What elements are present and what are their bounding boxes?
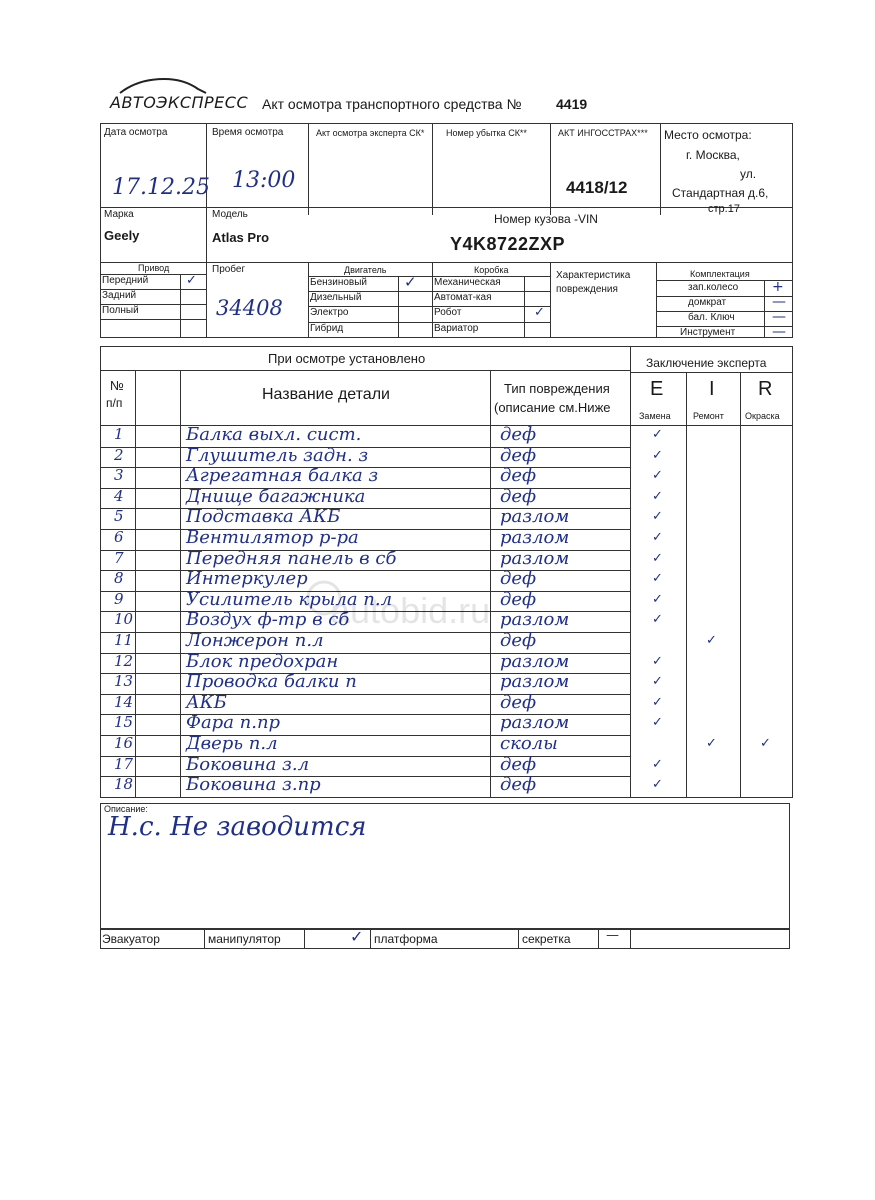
table-row	[100, 735, 793, 756]
table-row	[100, 673, 793, 694]
row-part-name: Проводка балки п	[186, 671, 357, 692]
row-damage-type: разлом	[500, 609, 570, 630]
row-damage-type: деф	[500, 568, 537, 589]
row-number: 15	[114, 713, 134, 731]
row-part-name: Боковина з.пр	[186, 774, 321, 795]
row-number: 8	[114, 569, 124, 587]
model-value: Atlas Pro	[212, 230, 270, 245]
row-e-check: ✓	[652, 592, 663, 607]
mileage-value: 34408	[216, 296, 283, 320]
conclusion-title: Заключение эксперта	[646, 356, 767, 370]
expert-act-label: Акт осмотра эксперта СК*	[316, 128, 425, 138]
gearbox-option-label: Автомат-кая	[434, 292, 492, 303]
gearbox-option-label: Вариатор	[434, 323, 479, 334]
row-damage-type: деф	[500, 589, 537, 610]
row-e-check: ✓	[652, 468, 663, 483]
row-e-check: ✓	[652, 674, 663, 689]
col-no-header: №	[110, 378, 124, 393]
row-number: 3	[114, 466, 124, 484]
row-number: 12	[114, 652, 134, 670]
row-r-check: ✓	[760, 736, 771, 751]
equipment-title: Комплектация	[690, 269, 750, 279]
place-line3: Стандартная д.6,	[672, 186, 769, 200]
equipment-item-value: —	[772, 324, 786, 340]
gearbox-option-label: Механическая	[434, 277, 501, 288]
loss-number-label: Номер убытка СК**	[446, 128, 527, 138]
table-row	[100, 426, 793, 447]
row-part-name: Глушитель задн. з	[186, 445, 369, 466]
row-damage-type: разлом	[500, 712, 570, 733]
row-e-check: ✓	[652, 571, 663, 586]
col-part-header: Название детали	[262, 386, 390, 403]
drive-option-check: ✓	[186, 273, 197, 288]
gearbox-option-check: ✓	[534, 305, 545, 320]
row-e-check: ✓	[652, 654, 663, 669]
row-e-check: ✓	[652, 757, 663, 772]
document-title: Акт осмотра транспортного средства №	[262, 96, 522, 112]
row-number: 7	[114, 549, 124, 567]
row-part-name: Блок предохран	[186, 651, 339, 672]
platform-label: платформа	[374, 932, 438, 946]
equipment-item-label: бал. Ключ	[688, 312, 735, 323]
table-row	[100, 570, 793, 591]
damage-char-label: Характеристика	[556, 270, 631, 281]
engine-option-label: Бензиновый	[310, 277, 367, 288]
time-label: Время осмотра	[212, 127, 284, 138]
row-damage-type: деф	[500, 465, 537, 486]
row-number: 4	[114, 487, 124, 505]
brand-value: Geely	[104, 228, 140, 243]
gearbox-title: Коробка	[474, 265, 509, 275]
drive-option-label: Полный	[102, 305, 139, 316]
damage-char-label2: повреждения	[556, 284, 618, 295]
row-e-check: ✓	[652, 777, 663, 792]
brand-label: Марка	[104, 209, 134, 220]
equipment-item-value: —	[772, 309, 786, 325]
engine-option-label: Дизельный	[310, 292, 362, 303]
col-r-sub: Окраска	[745, 411, 780, 421]
row-part-name: Передняя панель в сб	[186, 548, 397, 569]
engine-title: Двигатель	[344, 265, 387, 275]
evacuator-label: Эвакуатор	[102, 932, 160, 946]
row-i-check: ✓	[706, 736, 717, 751]
row-damage-type: сколы	[500, 733, 558, 754]
document-number: 4419	[556, 96, 588, 112]
row-damage-type: разлом	[500, 651, 570, 672]
row-number: 16	[114, 734, 134, 752]
row-number: 1	[114, 425, 124, 443]
col-no-header-sub: п/п	[106, 396, 123, 410]
row-number: 10	[114, 610, 134, 628]
equipment-item-value: —	[772, 294, 786, 310]
col-type-header-sub: (описание см.Ниже	[494, 400, 611, 415]
row-e-check: ✓	[652, 612, 663, 627]
row-damage-type: деф	[500, 630, 537, 651]
row-part-name: Днище багажника	[186, 486, 366, 507]
watermark	[330, 590, 490, 632]
row-e-check: ✓	[652, 509, 663, 524]
mileage-label: Пробег	[212, 264, 246, 275]
col-e-sub: Замена	[639, 411, 671, 421]
row-part-name: Агрегатная балка з	[186, 465, 379, 486]
row-part-name: Фара п.пр	[186, 712, 281, 733]
logo-text: АВТОЭКСПРЕСС	[110, 93, 249, 112]
row-number: 6	[114, 528, 124, 546]
col-e-header: E	[650, 378, 664, 400]
row-number: 13	[114, 672, 134, 690]
row-e-check: ✓	[652, 551, 663, 566]
row-number: 2	[114, 446, 124, 464]
row-number: 14	[114, 693, 134, 711]
row-damage-type: деф	[500, 445, 537, 466]
col-i-sub: Ремонт	[693, 411, 724, 421]
table-row	[100, 467, 793, 488]
row-number: 17	[114, 755, 134, 773]
row-part-name: Подставка АКБ	[186, 506, 341, 527]
row-damage-type: деф	[500, 424, 537, 445]
row-damage-type: деф	[500, 692, 537, 713]
drive-title: Привод	[138, 263, 170, 273]
gearbox-option-label: Робот	[434, 307, 462, 318]
description-value: Н.с. Не заводится	[108, 812, 367, 842]
table-row-divider	[100, 797, 630, 798]
row-e-check: ✓	[652, 448, 663, 463]
ingos-act-label: АКТ ИНГОССТРАХ***	[558, 128, 648, 138]
row-e-check: ✓	[652, 695, 663, 710]
drive-option-label: Передний	[102, 275, 149, 286]
row-number: 5	[114, 507, 124, 525]
row-damage-type: разлом	[500, 548, 570, 569]
row-part-name: Лонжерон п.л	[186, 630, 324, 651]
manipulator-check: ✓	[350, 927, 364, 946]
row-damage-type: разлом	[500, 506, 570, 527]
vin-label: Номер кузова -VIN	[494, 212, 598, 226]
date-value: 17.12.25	[112, 175, 210, 200]
equipment-item-label: зап.колесо	[688, 282, 739, 293]
place-line4: стр.17	[708, 203, 740, 215]
row-e-check: ✓	[652, 427, 663, 442]
row-e-check: ✓	[652, 530, 663, 545]
col-type-header: Тип повреждения	[504, 381, 610, 396]
description-label: Описание:	[104, 804, 148, 814]
col-r-header: R	[758, 378, 773, 400]
secret-label: секретка	[522, 932, 571, 946]
row-i-check: ✓	[706, 633, 717, 648]
row-damage-type: деф	[500, 754, 537, 775]
drive-option-label: Задний	[102, 290, 137, 301]
time-value: 13:00	[232, 168, 296, 193]
row-damage-type: деф	[500, 774, 537, 795]
row-part-name: Боковина з.л	[186, 754, 310, 775]
vin-value: Y4K8722ZXP	[450, 234, 566, 254]
table-row	[100, 776, 793, 797]
row-part-name: Усилитель крыла п.л	[186, 589, 393, 610]
row-part-name: Вентилятор р-ра	[186, 527, 359, 548]
row-part-name: Балка выхл. сист.	[186, 424, 362, 445]
table-row	[100, 632, 793, 653]
row-damage-type: деф	[500, 486, 537, 507]
logo	[110, 75, 249, 115]
watermark-car-icon	[290, 578, 360, 618]
engine-option-check: ✓	[404, 273, 417, 291]
equipment-item-label: Инструмент	[680, 327, 736, 338]
row-number: 11	[114, 631, 134, 649]
row-e-check: ✓	[652, 489, 663, 504]
row-part-name: АКБ	[186, 692, 227, 713]
col-i-header: I	[709, 378, 715, 400]
row-number: 9	[114, 590, 124, 608]
equipment-item-label: домкрат	[688, 297, 727, 308]
place-line2: ул.	[740, 167, 757, 181]
secret-value: —	[606, 928, 619, 943]
manipulator-label: манипулятор	[208, 932, 281, 946]
row-e-check: ✓	[652, 715, 663, 730]
model-label: Модель	[212, 209, 248, 220]
row-damage-type: разлом	[500, 671, 570, 692]
engine-option-label: Электро	[310, 307, 349, 318]
table-row	[100, 714, 793, 735]
ingos-act-value: 4418/12	[566, 178, 628, 197]
place-label: Место осмотра:	[664, 128, 752, 142]
place-line1: г. Москва,	[686, 148, 740, 162]
table-row	[100, 529, 793, 550]
row-damage-type: разлом	[500, 527, 570, 548]
engine-option-label: Гибрид	[310, 323, 344, 334]
equipment-item-value: +	[772, 279, 784, 295]
row-part-name: Дверь п.л	[186, 733, 278, 754]
row-part-name: Воздух ф-тр в сб	[186, 609, 350, 630]
row-number: 18	[114, 775, 134, 793]
row-part-name: Интеркулер	[186, 568, 308, 589]
table-row	[100, 508, 793, 529]
date-label: Дата осмотра	[104, 127, 168, 138]
findings-title: При осмотре установлено	[268, 351, 426, 366]
watermark-text: autobid.ru	[330, 590, 491, 631]
